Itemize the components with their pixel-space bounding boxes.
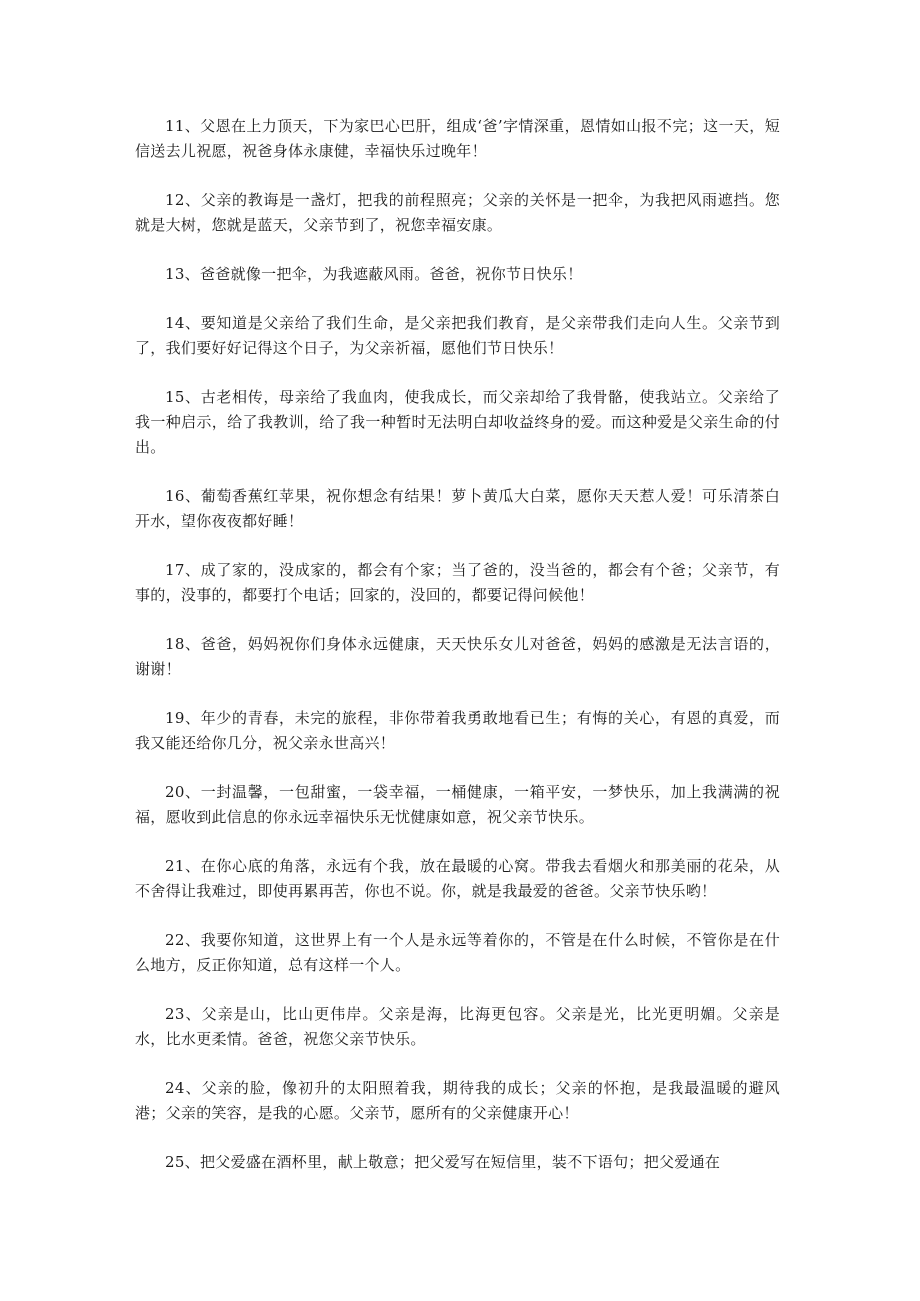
paragraph-16: 16、葡萄香蕉红苹果，祝你想念有结果！萝卜黄瓜大白菜，愿你天天惹人爱！可乐清茶白开水，望你夜夜都好睡！ (135, 487, 780, 530)
paragraph-20: 20、一封温馨，一包甜蜜，一袋幸福，一桶健康，一箱平安，一梦快乐，加上我满满的祝福，愿收到此信息的你永远幸福快乐无忧健康如意，祝父亲节快乐。 (135, 783, 780, 826)
paragraph-15: 15、古老相传，母亲给了我血肉，使我成长，而父亲却给了我骨骼，使我站立。父亲给了我一种启示，给了我教训，给了我一种暂时无法明白却收益终身的爱。而这种爱是父亲生命的付出。 (135, 388, 780, 456)
paragraph-24: 24、父亲的脸，像初升的太阳照着我，期待我的成长；父亲的怀抱，是我最温暖的避风港；父亲的笑容，是我的心愿。父亲节，愿所有的父亲健康开心！ (135, 1079, 780, 1122)
paragraph-14: 14、要知道是父亲给了我们生命，是父亲把我们教育，是父亲带我们走向人生。父亲节到了，我们要好好记得这个日子，为父亲祈福，愿他们节日快乐！ (135, 314, 780, 357)
paragraph-17: 17、成了家的，没成家的，都会有个家；当了爸的，没当爸的，都会有个爸；父亲节，有事的，没事的，都要打个电话；回家的，没回的，都要记得问候他！ (135, 561, 780, 604)
paragraph-22: 22、我要你知道，这世界上有一个人是永远等着你的，不管是在什么时候，不管你是在什么地方，反正你知道，总有这样一个人。 (135, 931, 780, 974)
paragraph-18: 18、爸爸，妈妈祝你们身体永远健康，天天快乐女儿对爸爸，妈妈的感激是无法言语的，谢谢！ (135, 635, 780, 678)
paragraph-19: 19、年少的青春，未完的旅程，非你带着我勇敢地看已生；有悔的关心，有恩的真爱，而我又能还给你几分，祝父亲永世高兴！ (135, 709, 780, 752)
paragraph-25: 25、把父爱盛在酒杯里，献上敬意；把父爱写在短信里，装不下语句；把父爱通在 (165, 1153, 721, 1171)
paragraph-11: 11、父恩在上力顶天，下为家巴心巴肝，组成‘爸’字情深重，恩情如山报不完；这一天，短信送去儿祝愿，祝爸身体永康健，幸福快乐过晚年！ (135, 117, 780, 160)
paragraph-21: 21、在你心底的角落，永远有个我，放在最暖的心窝。带我去看烟火和那美丽的花朵，从不舍得让我难过，即使再累再苦，你也不说。你，就是我最爱的爸爸。父亲节快乐哟！ (135, 857, 780, 900)
paragraph-13: 13、爸爸就像一把伞，为我遮蔽风雨。爸爸，祝你节日快乐！ (165, 265, 583, 283)
document-body (135, 114, 780, 1175)
paragraph-23: 23、父亲是山，比山更伟岸。父亲是海，比海更包容。父亲是光，比光更明媚。父亲是水，比水更柔情。爸爸，祝您父亲节快乐。 (135, 1005, 780, 1048)
paragraph-12: 12、父亲的教诲是一盏灯，把我的前程照亮；父亲的关怀是一把伞，为我把风雨遮挡。您就是大树，您就是蓝天，父亲节到了，祝您幸福安康。 (135, 191, 780, 234)
